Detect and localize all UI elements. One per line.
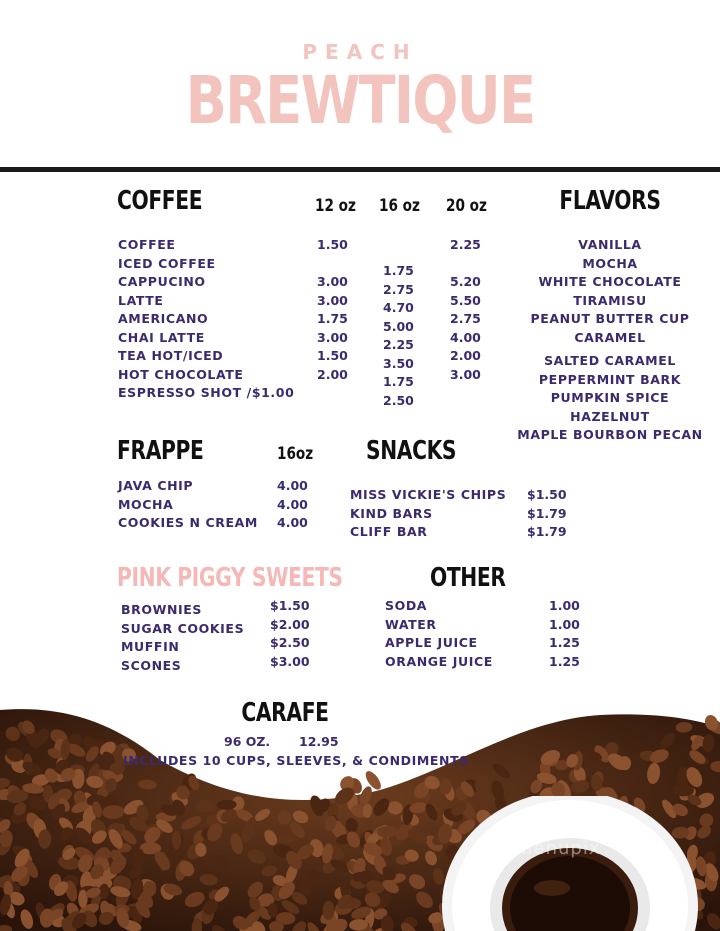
price: 3.00 bbox=[317, 329, 348, 345]
coffee-prices-12 bbox=[317, 236, 348, 384]
coffee-prices-20 bbox=[450, 236, 481, 384]
price: 2.25 bbox=[383, 337, 414, 352]
menu-item: MUFFIN bbox=[121, 639, 180, 654]
flavors-heading: FLAVORS bbox=[559, 186, 661, 216]
price: 2.00 bbox=[450, 348, 481, 363]
coffee-size-16: 16 oz bbox=[379, 196, 420, 216]
sweets-item-list bbox=[121, 601, 244, 675]
flavors-list bbox=[500, 236, 720, 347]
menu-item: TEA HOT/ICED bbox=[118, 348, 224, 363]
menu-item: SUGAR COOKIES bbox=[121, 620, 245, 636]
menu-item: MOCHA bbox=[118, 496, 174, 512]
price: 4.00 bbox=[450, 329, 481, 345]
flavor-item: PEPPERMINT BARK bbox=[538, 371, 682, 387]
frappe-prices bbox=[277, 477, 308, 533]
price: 1.50 bbox=[317, 237, 348, 252]
price: 2.25 bbox=[450, 237, 481, 252]
coffee-size-12: 12 oz bbox=[315, 196, 356, 216]
menu-item: KIND BARS bbox=[350, 505, 433, 521]
price: 4.00 bbox=[277, 496, 308, 512]
flavor-item: CARAMEL bbox=[574, 329, 646, 345]
menu-item: WATER bbox=[385, 616, 437, 632]
price: 2.75 bbox=[450, 311, 481, 326]
watermark: menupix bbox=[515, 838, 601, 859]
price: 4.70 bbox=[383, 300, 414, 315]
brand-subtitle: PEACH bbox=[302, 40, 418, 64]
price: 3.00 bbox=[317, 292, 348, 308]
menu-item: AMERICANO bbox=[118, 311, 209, 326]
flavor-item: PEANUT BUTTER CUP bbox=[530, 311, 690, 326]
price: 1.50 bbox=[317, 348, 348, 363]
flavor-item: MAPLE BOURBON PECAN bbox=[517, 427, 703, 442]
price: $1.50 bbox=[527, 487, 567, 502]
menu-item: CAPPUCINO bbox=[118, 274, 206, 289]
menu-item: CHAI LATTE bbox=[118, 329, 205, 345]
price: 1.00 bbox=[549, 598, 580, 613]
menu-item: LATTE bbox=[118, 292, 164, 308]
carafe-size: 96 OZ. bbox=[224, 734, 271, 749]
menu-item: ICED COFFEE bbox=[118, 255, 216, 271]
menu-item: MISS VICKIE'S CHIPS bbox=[350, 487, 507, 502]
price: 3.00 bbox=[450, 366, 481, 382]
price: $1.79 bbox=[527, 524, 567, 539]
carafe-price: 12.95 bbox=[299, 734, 339, 749]
price: 1.75 bbox=[383, 374, 414, 389]
price: $1.50 bbox=[270, 598, 310, 613]
price: 5.00 bbox=[383, 318, 414, 334]
price: 2.75 bbox=[383, 281, 414, 297]
menu-item: COOKIES N CREAM bbox=[118, 515, 258, 530]
menu-item: ESPRESSO SHOT /$1.00 bbox=[118, 385, 295, 400]
flavor-item: HAZELNUT bbox=[570, 408, 650, 424]
price: $1.79 bbox=[527, 505, 567, 521]
price: $3.00 bbox=[270, 653, 310, 669]
carafe-note: INCLUDES 10 CUPS, SLEEVES, & CONDIMENTS bbox=[123, 753, 469, 768]
price: 3.50 bbox=[383, 355, 414, 371]
menu-item: SCONES bbox=[121, 657, 182, 673]
flavor-item: MOCHA bbox=[582, 255, 638, 271]
frappe-heading: FRAPPE bbox=[117, 436, 204, 466]
carafe-heading: CARAFE bbox=[241, 698, 329, 728]
snacks-prices bbox=[527, 486, 567, 542]
flavor-item: SALTED CARAMEL bbox=[544, 353, 676, 368]
price: 1.00 bbox=[549, 616, 580, 632]
menu-item: HOT CHOCOLATE bbox=[118, 366, 244, 382]
frappe-size: 16oz bbox=[277, 444, 314, 464]
brand-title: BREWTIQUE bbox=[185, 62, 535, 139]
price: 5.50 bbox=[450, 292, 481, 308]
menu-item: BROWNIES bbox=[121, 602, 203, 617]
menu-item: COFFEE bbox=[118, 237, 176, 252]
frappe-item-list bbox=[118, 477, 258, 533]
flavor-item: WHITE CHOCOLATE bbox=[538, 274, 682, 289]
coffee-cup-image bbox=[440, 796, 700, 931]
price: 2.00 bbox=[317, 366, 348, 382]
price: 2.50 bbox=[383, 392, 414, 408]
snacks-item-list bbox=[350, 486, 506, 542]
price: $2.00 bbox=[270, 616, 310, 632]
coffee-item-list bbox=[118, 236, 294, 403]
menu-item: ORANGE JUICE bbox=[385, 653, 493, 669]
price: 3.00 bbox=[317, 274, 348, 289]
sweets-prices bbox=[270, 597, 310, 671]
flavors-list-2 bbox=[500, 352, 720, 445]
price: 5.20 bbox=[450, 274, 481, 289]
coffee-heading: COFFEE bbox=[117, 186, 203, 216]
price: 4.00 bbox=[277, 478, 308, 493]
sweets-heading: PINK PIGGY SWEETS bbox=[117, 563, 343, 593]
flavor-item: VANILLA bbox=[578, 237, 642, 252]
price: 1.75 bbox=[317, 311, 348, 326]
flavor-item: PUMPKIN SPICE bbox=[550, 390, 670, 405]
price: 1.75 bbox=[383, 263, 414, 278]
other-prices bbox=[549, 597, 580, 671]
other-item-list bbox=[385, 597, 493, 671]
price: 1.25 bbox=[549, 635, 580, 650]
price bbox=[450, 255, 481, 274]
coffee-prices-16 bbox=[383, 262, 414, 410]
snacks-heading: SNACKS bbox=[366, 436, 457, 466]
menu-item: APPLE JUICE bbox=[385, 635, 478, 650]
coffee-size-20: 20 oz bbox=[446, 196, 487, 216]
header-divider bbox=[0, 167, 720, 172]
other-heading: OTHER bbox=[430, 563, 506, 593]
price: 1.25 bbox=[549, 653, 580, 669]
price: $2.50 bbox=[270, 635, 310, 650]
menu-item: JAVA CHIP bbox=[118, 478, 194, 493]
menu-item: SODA bbox=[385, 598, 428, 613]
flavor-item: TIRAMISU bbox=[573, 292, 647, 308]
price: 4.00 bbox=[277, 515, 308, 530]
menu-item: CLIFF BAR bbox=[350, 524, 428, 539]
price bbox=[317, 255, 348, 274]
